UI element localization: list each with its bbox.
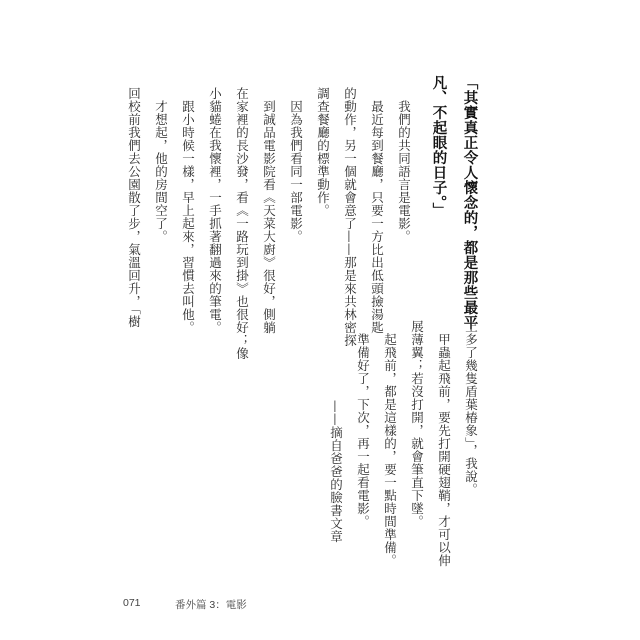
passage-line-2: 最近每到餐廳，只要一方比出低頭撿湯匙 [369,100,385,334]
passage-line-4: 調查餐廳的標準動作。 [315,87,331,217]
passage-line-3: 的動作，另一個就會意了——那是來共林密探 [342,87,358,347]
quote-line-2: 凡、不起眼的日子。」 [430,75,447,218]
passage-line-8: 小貓蜷在我懷裡，一手抓著翻過來的筆電。 [207,87,223,334]
passage-line-1: 我們的共同語言是電影。 [396,100,412,243]
passage-line-12: 上多了幾隻盾葉椿象」，我說。 [463,320,479,496]
passage-line-11: 回校前我們去公園散了步，氣溫回升，「樹 [126,87,142,328]
article-attribution: ——摘自爸爸的臉書文章 [328,400,344,543]
quote-line-1: 「其實真正令人懷念的，都是那些最平 [461,75,478,330]
passage-line-9: 跟小時候一樣，早上起來，習慣去叫他。 [180,100,196,334]
page-number: 071 [123,597,141,609]
passage-line-7: 在家裡的長沙發，看《一路玩到掛》也很好；像 [234,87,250,360]
passage-line-6: 到誠品電影院看《天菜大廚》很好，側躺 [261,100,277,334]
passage-line-5: 因為我們看同一部電影。 [288,100,304,243]
passage-line-13: 甲蟲起飛前，要先打開硬翅鞘，才可以伸 [436,333,452,567]
chapter-title: 番外篇 3：電影 [175,599,247,611]
passage-line-15: 起飛前，都是這樣的，要一點時間準備。 [382,333,398,567]
passage-line-16: 準備好了，下次，再一起看電影。 [355,333,371,528]
passage-line-10: 才想起，他的房間空了。 [153,100,169,243]
passage-line-14: 展薄翼；若沒打開，就會筆直下墜。 [409,320,425,528]
